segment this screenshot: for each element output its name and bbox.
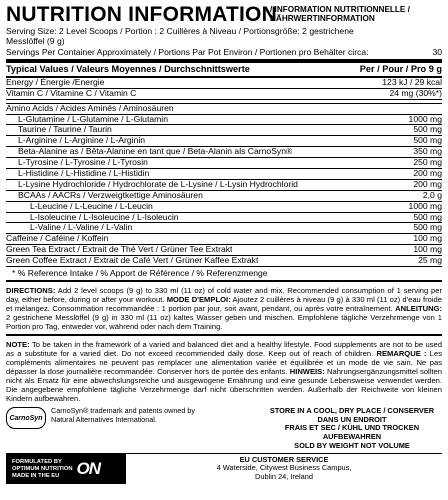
col-name-header: Typical Values / Valeurs Moyennes / Durchschnittswerte xyxy=(6,63,250,74)
nutrient-row xyxy=(6,256,442,267)
note-label-fr: REMARQUE : xyxy=(376,348,427,358)
nutrient-row xyxy=(6,89,442,100)
servings-per-container-label: Servings Per Container Approximately / Portions Par Pot Environ / Portionen pro Behälter circa: xyxy=(6,46,369,57)
directions-de: 2 gestrichene Messlöffel (9 g) in 330 ml (11 oz) kaltes Wasser geben und mischen. Empfohlene tägliche Verzehrmenge von 1 Portion pro Tag, entweder vor, während oder nach dem Training. xyxy=(6,313,442,332)
nutrient-value: 1000 mg xyxy=(408,113,442,124)
nutrient-name: L-Histidine / L-Histidine / L-Histidin xyxy=(18,169,150,179)
nutrient-row xyxy=(6,125,442,136)
nutrient-value: 100 mg xyxy=(413,233,442,244)
carnosyn-logo: CarnoSyn xyxy=(6,407,46,429)
nutrient-value: 25 mg xyxy=(418,255,442,266)
customer-service-line1: 4 Waterside, Citywest Business Campus, xyxy=(216,463,352,473)
carnosyn-trademark-text: CarnoSyn® trademark and patents owned by Natural Alternatives International. xyxy=(51,406,195,424)
directions-divider xyxy=(6,334,442,336)
directions-label-fr: MODE D'EMPLOI: xyxy=(166,295,231,305)
customer-service-line2: Dublin 24, Ireland xyxy=(255,471,313,481)
footnote-divider xyxy=(6,280,442,282)
nutrient-name: L-Tyrosine / L-Tyrosine / L-Tyrosin xyxy=(18,158,148,168)
nutrient-value: 200 mg xyxy=(413,168,442,179)
nutrient-name: Caffeine / Caféine / Koffein xyxy=(6,234,109,244)
note-en: To be taken in the framework of a varied and balanced diet and a healthy lifestyle. Food supplements are not to be used as a substitute for a varied diet. Do not exceed recommended daily dose. Keep out of reach of children. xyxy=(6,339,442,358)
nutrient-name: L-Arginine / L-Arginine / L-Arginin xyxy=(18,136,146,146)
nutrient-row xyxy=(6,78,442,89)
nutrient-name: Amino Acids / Acides Aminés / Aminosäuren xyxy=(6,103,174,113)
directions-fr: Ajoutez 2 cuillères à niveau (9 g) à 330 ml (11 oz) d'eau froide et mélangez. Consommation recommandée : 1 portion par jour, soit avant, pendant, ou après votre entraînement. xyxy=(6,295,442,314)
servings-count: 30 xyxy=(432,46,442,57)
nutrient-row xyxy=(6,180,442,191)
directions-label: DIRECTIONS: xyxy=(6,286,56,296)
nutrient-value: 100 mg xyxy=(413,244,442,255)
nutrient-value: 500 mg xyxy=(413,222,442,233)
nutrient-group-energy xyxy=(6,78,442,100)
note-label-de: HINWEIS: xyxy=(289,366,325,376)
nutrient-value: 123 kJ / 29 kcal xyxy=(382,76,442,87)
formulated-by: FORMULATED BY xyxy=(12,458,62,465)
serving-size-line1: Serving Size: 2 Level Scoops / Portion : 2 Cuillères à Niveau / Portionsgröße: 2 gestrichene xyxy=(6,26,354,36)
nutrient-value: 200 mg xyxy=(413,178,442,189)
nutrient-row xyxy=(6,202,442,213)
note-text xyxy=(6,340,442,404)
label-title-fr: / INFORMATION NUTRITIONNELLE / xyxy=(270,5,410,14)
serving-size-line2: Messlöffel (9 g) xyxy=(6,36,65,47)
nutrient-value: 2,0 g xyxy=(422,189,442,200)
nutrient-row xyxy=(6,136,442,147)
nutrient-row xyxy=(6,169,442,180)
nutrient-row xyxy=(6,104,442,115)
serving-size xyxy=(6,26,442,57)
nutrient-name: L-Leucine / L-Leucine / L-Leucin xyxy=(30,201,153,211)
nutrient-row xyxy=(6,223,442,234)
nutrient-row xyxy=(6,158,442,169)
nutrient-row xyxy=(6,191,442,202)
nutrient-row xyxy=(6,245,442,256)
table-header xyxy=(6,63,442,76)
nutrient-value: 500 mg xyxy=(413,135,442,146)
carnosyn-row xyxy=(6,407,442,450)
nutrient-value: 24 mg (30%*) xyxy=(389,87,442,98)
nutrient-value: 350 mg xyxy=(413,146,442,157)
reference-intake-footnote: * % Reference Intake / % Apport de Référence / % Referenzmenge xyxy=(12,268,268,279)
directions-label-de: ANLEITUNG: xyxy=(395,304,442,314)
on-logo-icon: ON xyxy=(76,459,101,479)
made-in: MADE IN THE EU xyxy=(12,472,60,479)
directions-text xyxy=(6,286,442,331)
nutrient-name: Energy / Énergie /Energie xyxy=(6,77,105,87)
label-header xyxy=(6,4,442,26)
nutrient-row xyxy=(6,147,442,158)
nutrient-name: Vitamin C / Vitamine C / Vitamin C xyxy=(6,88,137,98)
nutrient-name: L-Isoleucine / L-Isoleucine / L-Isoleucin xyxy=(30,212,179,222)
storage-line2: FRAIS ET SEC / KÜHL UND TROCKEN AUFBEWAHREN xyxy=(284,423,420,441)
nutrient-value: 500 mg xyxy=(413,124,442,135)
nutrient-name: Beta-Alanine as / Bêta-Alanine en tant que / Beta-Alanin als CarnoSyn® xyxy=(18,147,293,157)
nutrient-value: 1000 mg xyxy=(408,200,442,211)
nutrient-row xyxy=(6,234,442,245)
nutrient-group-amino xyxy=(6,104,442,267)
customer-service-title: EU CUSTOMER SERVICE xyxy=(239,455,329,465)
footer-bar xyxy=(6,453,442,484)
note-label: NOTE: xyxy=(6,339,30,349)
nutrient-name: Green Tea Extract / Extrait de Thé Vert / Grüner Tee Extrakt xyxy=(6,245,233,255)
brand-block xyxy=(6,454,126,484)
nutrient-name: Green Coffee Extract / Extrait de Café Vert / Grüner Kaffee Extrakt xyxy=(6,256,259,266)
nutrient-value: 250 mg xyxy=(413,157,442,168)
nutrient-row xyxy=(6,213,442,224)
nutrient-name: L-Glutamine / L-Glutamine / L-Glutamin xyxy=(18,114,168,124)
label-title: NUTRITION INFORMATION xyxy=(6,3,277,26)
note-fr: Les compléments alimentaires ne peuvent pas remplacer une alimentation variée et équilibrée et un mode de vie sain. Ne pas dépasser la dose journalière recommandée. Conserver hors de portée des enfants. xyxy=(6,348,443,376)
nutrient-row xyxy=(6,115,442,126)
nutrient-name: BCAAs / AACRs / Verzweigtkettige Aminosäuren xyxy=(18,190,203,200)
brand-name: OPTIMUM NUTRITION xyxy=(12,465,73,472)
storage-instructions xyxy=(262,407,442,450)
nutrient-name: L-Valine / L-Valine / L-Valin xyxy=(30,223,133,233)
label-title-de: NÄHRWERTINFORMATION xyxy=(270,14,375,23)
nutrient-name: Taurine / Taurine / Taurin xyxy=(18,125,112,135)
col-value-header: Per / Pour / Pro 9 g xyxy=(359,63,442,74)
storage-line3: SOLD BY WEIGHT NOT VOLUME xyxy=(294,440,410,450)
servings-per-container xyxy=(6,47,442,57)
storage-line1: STORE IN A COOL, DRY PLACE / CONSERVER DANS UN ENDROIT xyxy=(269,406,435,424)
brand-text xyxy=(12,459,73,480)
directions-en: Add 2 level scoops (9 g) to 330 ml (11 oz) of cold water and mix. Recommended consumption of 1 serving per day, either before, during or after your workout. xyxy=(6,286,442,305)
nutrient-name: L-Lysine Hydrochloride / Hydrochlorate de L-Lysine / L-Lysin Hydrochlorid xyxy=(18,179,298,189)
note-de: Nahrungsergänzungsmittel sollten nicht als Ersatz für eine abwechslungsreiche und ausgewogene Ernährung und eine gesunde Lebensweise verwendet werden. Die angegebene empfohlene tägliche Verzehrmenge darf nicht überschritten werden. Außerhalb der Reichweite von kleinen Kindern aufbewahren. xyxy=(6,366,442,404)
customer-service xyxy=(217,454,352,484)
nutrient-value: 500 mg xyxy=(413,211,442,222)
